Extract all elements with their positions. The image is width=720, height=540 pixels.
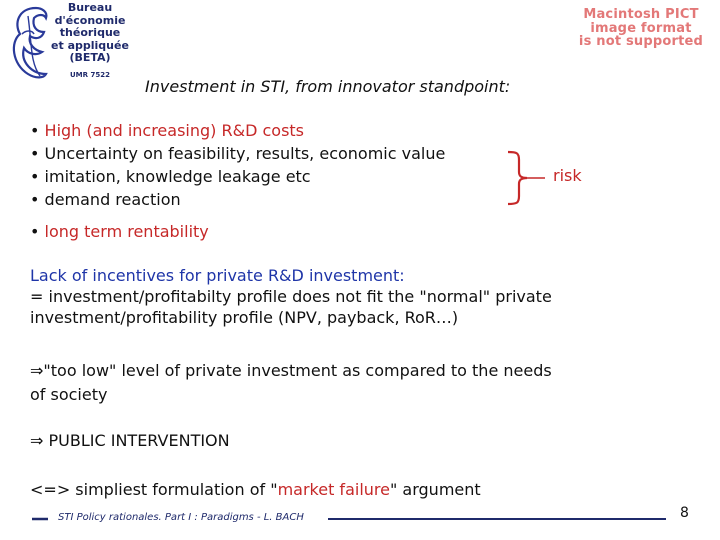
placeholder-line: Macintosh PICT xyxy=(583,7,699,22)
bullet-item xyxy=(30,222,209,241)
lack-heading: Lack of incentives for private R&D investment: xyxy=(30,266,405,285)
logo-line: d'économie xyxy=(54,13,126,27)
slide-title: Investment in STI, from innovator standpoint: xyxy=(145,77,511,96)
market-failure-highlight: market failure xyxy=(277,480,390,499)
too-low-text: "too low" level of private investment as compared to the needs xyxy=(43,361,552,380)
too-low-block xyxy=(30,359,670,407)
public-intervention xyxy=(30,431,230,450)
placeholder-line: is not supported xyxy=(578,34,704,49)
logo-line: et appliquée xyxy=(51,38,129,52)
public-text: PUBLIC INTERVENTION xyxy=(48,431,230,450)
logo-line: théorique xyxy=(59,26,121,39)
bullet-item xyxy=(30,142,445,165)
implies-icon: ⇒ xyxy=(30,431,44,450)
implies-icon: ⇒ xyxy=(30,361,44,380)
simpliest-suffix: " argument xyxy=(389,480,481,499)
lack-line: investment/profitability profile (NPV, payback, RoR…) xyxy=(30,308,459,327)
logo-text xyxy=(40,2,140,65)
bullet-text: demand reaction xyxy=(44,190,181,209)
logo-line: (BETA) xyxy=(69,51,111,64)
bullet-text: Uncertainty on feasibility, results, economic value xyxy=(44,144,446,163)
page-number: 8 xyxy=(680,505,689,521)
bullet-marker: • xyxy=(30,222,40,241)
bullet-item xyxy=(30,188,445,211)
bullet-marker: • xyxy=(30,167,40,186)
bullet-marker: • xyxy=(30,190,40,209)
bullet-marker: • xyxy=(30,121,40,140)
logo-umr: UMR 7522 xyxy=(70,71,110,79)
bullet-list xyxy=(30,119,445,211)
right-brace-icon xyxy=(505,150,551,206)
bullet-item xyxy=(30,165,445,188)
bullet-item xyxy=(30,119,445,142)
bullet-text: imitation, knowledge leakage etc xyxy=(44,167,311,186)
unsupported-image-placeholder xyxy=(566,8,716,49)
placeholder-line: image format xyxy=(590,20,692,36)
risk-label: risk xyxy=(553,166,582,185)
lack-of-incentives-block xyxy=(30,265,700,328)
logo-line: Bureau xyxy=(67,1,113,14)
lack-line: = investment/profitabilty profile does not fit the "normal" private xyxy=(30,287,552,306)
simpliest-formulation xyxy=(30,480,481,499)
too-low-line: of society xyxy=(30,385,108,404)
bullet-text: long term rentability xyxy=(44,222,209,241)
bullet-text: High (and increasing) R&D costs xyxy=(44,121,305,140)
bullet-marker: • xyxy=(30,144,40,163)
simpliest-prefix: <=> simpliest formulation of " xyxy=(30,480,278,499)
footer-text: STI Policy rationales. Part I : Paradigms - L. BACH xyxy=(58,512,304,523)
too-low-line xyxy=(30,359,670,383)
